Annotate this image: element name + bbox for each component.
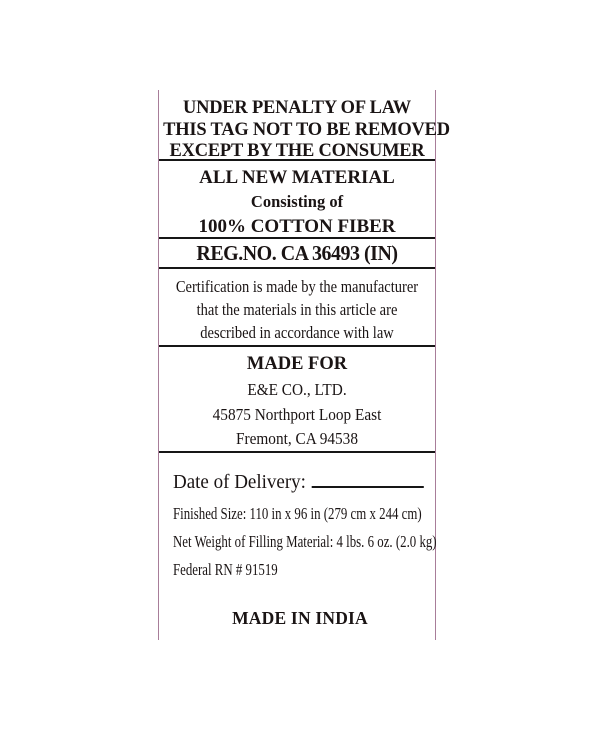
- made-for-section: [159, 347, 435, 453]
- country-of-origin: MADE IN INDIA: [232, 608, 368, 628]
- certification-line: that the materials in this article are: [196, 300, 398, 319]
- made-for-heading: MADE FOR: [246, 354, 348, 374]
- penalty-warning-section: [159, 90, 450, 161]
- address-street: 45875 Northport Loop East: [212, 404, 382, 424]
- material-content: 100% COTTON FIBER: [198, 216, 396, 237]
- finished-size-line: Finished Size: 110 in x 96 in (279 cm x 244 cm): [173, 504, 422, 523]
- penalty-line: EXCEPT BY THE CONSUMER: [169, 140, 425, 161]
- material-heading: ALL NEW MATERIAL: [199, 167, 395, 188]
- registration-section: [159, 239, 435, 269]
- certification-line: Certification is made by the manufacturer: [175, 277, 419, 296]
- company-name: E&E CO., LTD.: [247, 380, 347, 399]
- address-city: Fremont, CA 94538: [235, 429, 358, 448]
- federal-rn-line: Federal RN # 91519: [173, 560, 278, 579]
- penalty-line: UNDER PENALTY OF LAW: [182, 97, 412, 118]
- date-of-delivery-blank-line: [312, 466, 424, 488]
- details-section: [159, 453, 435, 640]
- date-of-delivery-label: Date of Delivery:: [173, 471, 306, 493]
- net-weight-line: Net Weight of Filling Material: 4 lbs. 6 oz. (2.0 kg): [173, 532, 437, 551]
- material-subheading: Consisting of: [250, 192, 344, 211]
- certification-line: described in accordance with law: [200, 323, 394, 342]
- law-label-tag: [158, 90, 450, 640]
- registration-number: REG.NO. CA 36493 (IN): [196, 241, 398, 265]
- material-section: [159, 161, 435, 239]
- date-of-delivery-row: [173, 466, 414, 495]
- certification-section: [159, 269, 435, 347]
- penalty-line: THIS TAG NOT TO BE REMOVED: [163, 118, 450, 140]
